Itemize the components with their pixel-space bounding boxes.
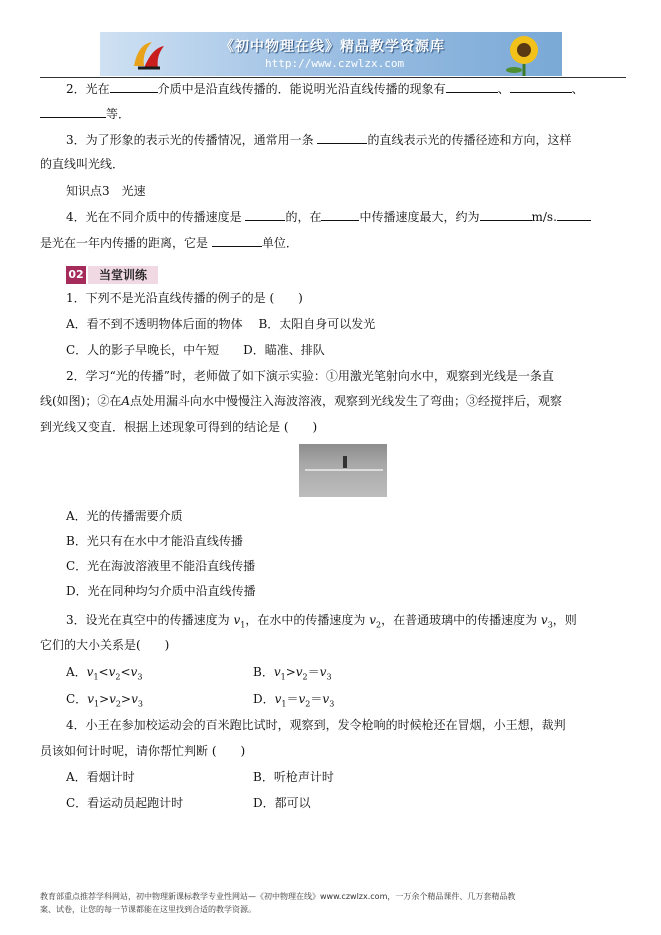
header-rule — [40, 77, 626, 78]
footer — [40, 890, 626, 916]
training-4-option-d[interactable]: D．都可以 — [253, 796, 311, 810]
training-2-option-b[interactable]: B．光只有在水中才能沿直线传播 — [66, 534, 243, 548]
training-4-line1: 4．小王在参加校运动会的百米跑比试时，观察到，发令枪响的时候枪还在冒烟，小王想，裁判 — [66, 718, 566, 732]
training-2-option-c[interactable]: C．光在海波溶液里不能沿直线传播 — [66, 559, 256, 573]
banner-url[interactable]: http://www.czwlzx.com — [265, 57, 405, 70]
training-2-option-a[interactable]: A．光的传播需要介质 — [66, 509, 183, 523]
section-tag — [66, 265, 160, 285]
blank[interactable] — [321, 209, 359, 221]
knowledge-point-3: 知识点3 光速 — [66, 184, 146, 198]
training-3-line1: 3．设光在真空中的传播速度为 $v_1$，在水中的传播速度为 $v_2$，在普通玻璃中的传播速度为 $v_3$，则 — [66, 613, 577, 630]
question-2-line2: 等． — [40, 106, 130, 122]
question-4-line2: 是光在一年内传播的距离，它是 单位． — [40, 236, 298, 250]
training-4-line2: 员该如何计时呢，请你帮忙判断 ( ) — [40, 744, 246, 758]
training-2-line2: 线(如图)；②在A点处用漏斗向水中慢慢注入海波溶液，观察到光线发生了弯曲；③经搅拌后，观察 — [40, 394, 563, 408]
question-3-line1: 3．为了形象的表示光的传播情况，通常用一条 的直线表示光的传播径迹和方向，这样 — [66, 133, 572, 147]
laser-beam — [305, 469, 383, 471]
training-1-options-ab: A．看不到不透明物体后面的物体 B．太阳自身可以发光 — [66, 317, 376, 331]
training-3-line2: 它们的大小关系是( ) — [40, 638, 170, 652]
blank[interactable] — [212, 235, 262, 247]
footer-line2: 案、试卷，让您的每一节课都能在这里找到合适的教学资源。 — [40, 905, 256, 914]
sunflower-icon — [490, 32, 550, 76]
training-2-line3: 到光线又变直．根据上述现象可得到的结论是 ( ) — [40, 420, 318, 434]
question-4-line1: 4．光在不同介质中的传播速度是 的，在 中传播速度最大，约为 m/s. — [66, 209, 591, 225]
site-logo-icon — [130, 38, 168, 72]
blank[interactable] — [446, 81, 498, 93]
banner-title: 《初中物理在线》精品教学资源库 — [220, 39, 445, 55]
blank[interactable] — [557, 209, 591, 221]
training-4-option-b[interactable]: B．听枪声计时 — [253, 770, 334, 784]
training-1-options-cd: C．人的影子早晚长，中午短 D．瞄准、排队 — [66, 343, 325, 357]
question-3-line2: 的直线叫光线． — [40, 157, 125, 171]
training-3-option-c[interactable]: C．$v_1>v_2>v_3$ — [66, 692, 143, 709]
training-3-option-d[interactable]: D．$v_1=v_2=v_3$ — [253, 692, 335, 709]
training-4-option-a[interactable]: A．看烟计时 — [66, 770, 135, 784]
header-banner — [100, 32, 562, 76]
section-number: 02 — [66, 266, 86, 284]
blank[interactable] — [317, 132, 367, 144]
training-2-line1: 2．学习“光的传播”时，老师做了如下演示实验：①用激光笔射向水中，观察到光线是一条直 — [66, 369, 554, 383]
training-1-stem: 1．下列不是光沿直线传播的例子的是 ( ) — [66, 291, 303, 305]
training-3-option-b[interactable]: B．$v_1>v_2=v_3$ — [253, 665, 332, 682]
blank[interactable] — [110, 81, 158, 93]
blank[interactable] — [245, 209, 285, 221]
training-4-option-c[interactable]: C．看运动员起跑计时 — [66, 796, 184, 810]
training-3-option-a[interactable]: A．$v_1<v_2<v_3$ — [66, 665, 143, 682]
blank[interactable] — [480, 209, 532, 221]
blank[interactable] — [510, 81, 572, 93]
experiment-photo — [299, 444, 387, 497]
footer-line1: 教育部重点推荐学科网站，初中物理新课标教学专业性网站—《初中物理在线》www.czwlzx.com，一万余个精品课件、几万套精品教 — [40, 892, 516, 901]
training-2-option-d[interactable]: D．光在同种均匀介质中沿直线传播 — [66, 584, 256, 598]
blank[interactable] — [40, 106, 106, 118]
question-2-line1: 2．光在 介质中是沿直线传播的．能说明光沿直线传播的现象有 、 、 — [66, 82, 584, 96]
section-label: 当堂训练 — [88, 266, 158, 284]
funnel — [343, 456, 347, 468]
